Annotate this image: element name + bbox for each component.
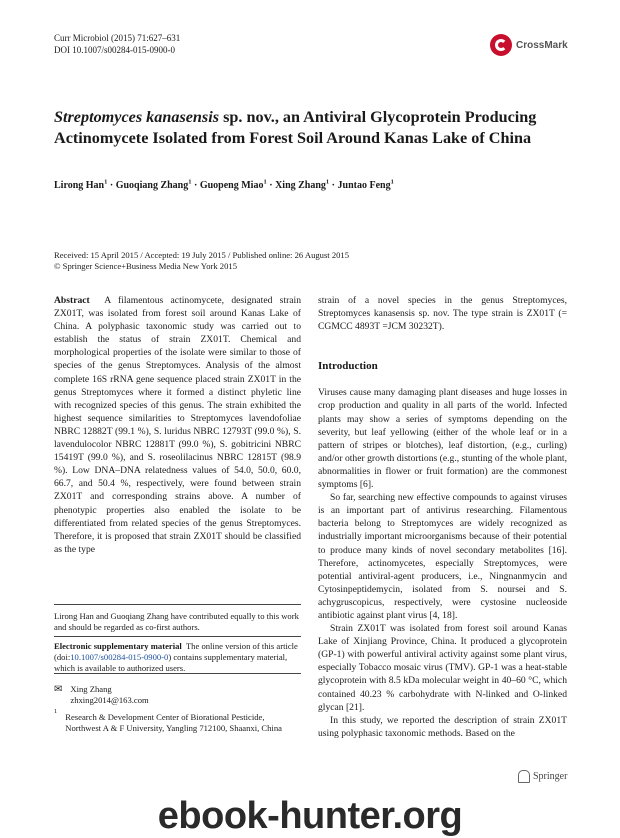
author: Guoqiang Zhang$^1$ bbox=[115, 178, 192, 191]
esm-doi-link[interactable]: 10.1007/s00284-015-0900-0 bbox=[70, 652, 169, 662]
author: Guopeng Miao$^1$ bbox=[199, 178, 267, 191]
journal-citation: Curr Microbiol (2015) 71:627–631 bbox=[54, 33, 181, 43]
crossmark-label: CrossMark bbox=[516, 39, 568, 51]
running-header bbox=[54, 32, 180, 56]
footnote-divider bbox=[54, 673, 301, 674]
abstract-label: Abstract bbox=[54, 295, 90, 306]
right-column bbox=[318, 294, 567, 740]
author: Lirong Han$^1$ bbox=[54, 178, 108, 191]
intro-paragraph: So far, searching new effective compounds to against viruses is an important part of antivirus researching. Filamentous bacteria belong to Streptomyces are widely recognized as industrially important microorganisms because of their potential to produce many kinds of novel secondary metabolites [16]. Therefore, actinomycetes, especially Streptomyces, were potential antiviral-agent producers, i.e., Ningnanmycin and Cytosinpeptidemycin, isolated from S. noursei and S. achygruscopicus, respectively, were cystosine nucleoside antibiotic against plant virus [4, 18]. bbox=[318, 492, 567, 621]
contribution-note: Lirong Han and Guoqiang Zhang have contributed equally to this work and should be regarded as co-first authors. bbox=[54, 611, 299, 632]
history-line: Received: 15 April 2015 / Accepted: 19 July 2015 / Published online: 26 August 2015 bbox=[54, 250, 350, 260]
springer-horse-icon bbox=[518, 770, 530, 783]
affiliation-text: Research & Development Center of Biorational Pesticide, Northwest A & F University, Yangling 712100, Shaanxi, China bbox=[65, 712, 282, 733]
corresponding-author bbox=[54, 684, 149, 706]
esm-label: Electronic supplementary material bbox=[54, 641, 182, 651]
abstract-continued: strain of a novel species in the genus Streptomyces, Streptomyces kanasensis sp. nov. The type strain is ZX01T (= CGMCC 4893T =JCM 30232T). bbox=[318, 295, 567, 333]
affiliation-number: 1 bbox=[54, 708, 58, 715]
abstract-column bbox=[54, 294, 301, 556]
intro-paragraph: Viruses cause many damaging plant diseases and huge losses in crop production and quality in all parts of the world. Infected plants may show a series of symptoms depending on the severity, but leaf yellowing (either of the whole leaf or in a pattern of stripes or blotches), leaf distortion, (e.g., curling) and/or other growth distortions (e.g., stunting of the whole plant, abnormalities in flower or fruit formation) are the commonest symptoms [6]. bbox=[318, 387, 567, 491]
publisher-logo bbox=[518, 770, 567, 783]
title-rest: sp. nov., an Antiviral Glycoprotein Producing Actinomycete Isolated from Forest Soil Around Kanas Lake of China bbox=[54, 108, 537, 147]
corresponding-email[interactable]: zhxing2014@163.com bbox=[70, 695, 149, 705]
copyright-line: © Springer Science+Business Media New York 2015 bbox=[54, 261, 237, 271]
author-list: Lirong Han$^1$ · Guoqiang Zhang$^1$ · Guopeng Miao$^1$ · Xing Zhang$^1$ · Juntao Feng$^1$ bbox=[54, 178, 394, 191]
publisher-name: Springer bbox=[533, 771, 568, 782]
title-species: Streptomyces kanasensis bbox=[54, 108, 220, 126]
intro-paragraph: Strain ZX01T was isolated from forest soil around Kanas Lake of Xinjiang Province, China. It produced a glycoprotein (GP-1) with powerful antiviral activity against some plant virus, especially Tobacco mosaic virus (TMV). GP-1 was a heat-stable glycoprotein with 8.5 kDa molecular weight in 40–60 °C, which contained 40.23 % carbohydrate with N-linked and O-linked glycan [21]. bbox=[318, 623, 567, 713]
corresponding-name: Xing Zhang bbox=[70, 684, 112, 694]
author: Xing Zhang$^1$ bbox=[275, 178, 330, 191]
esm-note: Electronic supplementary material The online version of this article (doi:10.1007/s00284-015-0900-0) contains supplementary material, which is available to authorized users. bbox=[54, 641, 298, 673]
author: Juntao Feng$^1$ bbox=[337, 178, 394, 191]
footnote-divider bbox=[54, 636, 301, 637]
crossmark-icon bbox=[490, 34, 512, 56]
publication-dates bbox=[54, 250, 574, 272]
intro-paragraph: In this study, we reported the description of strain ZX01T using polyphasic taxonomic methods. Based on the bbox=[318, 714, 567, 739]
crossmark-badge[interactable] bbox=[490, 33, 572, 57]
abstract-text: A filamentous actinomycete, designated strain ZX01T, was isolated from forest soil around Kanas Lake of China. A polyphasic taxonomic study was carried out to establish the status of strain ZX01T. Chemical and morphological properties of the isolate were similar to those of species of the genus Streptomyces. Analysis of the almost complete 16S rRNA gene sequence placed strain ZX01T in the genus Streptomyces where it formed a distinct phyletic line with recognized species of this genus. The strain exhibited the highest sequence similarities to Streptomyces lavendofoliae NBRC 12882T (99.1 %), S. luridus NBRC 12793T (99.0 %), S. lavendulocolor NBRC 12881T (99.0 %), S. gobitricini NBRC 15419T (99.0 %), and S. roseolilacinus NBRC 12815T (98.9 %). Low DNA–DNA relatedness values of 54.0, 50.0, 60.0, 66.7, and 50.4 %, respectively, were found between strain ZX01T and corresponding strains above. A number of phenotypic properties also enabled the isolate to be differentiated from related species of the genus Streptomyces. Therefore, it is proposed that strain ZX01T should be classified as the type bbox=[54, 295, 301, 555]
doi-line: DOI 10.1007/s00284-015-0900-0 bbox=[54, 45, 175, 55]
section-heading-introduction: Introduction bbox=[318, 360, 378, 373]
article-title bbox=[54, 107, 574, 148]
watermark: ebook-hunter.org bbox=[157, 795, 463, 837]
envelope-icon: ✉ bbox=[54, 684, 63, 695]
affiliation bbox=[54, 708, 301, 734]
footnote-divider bbox=[54, 604, 301, 605]
